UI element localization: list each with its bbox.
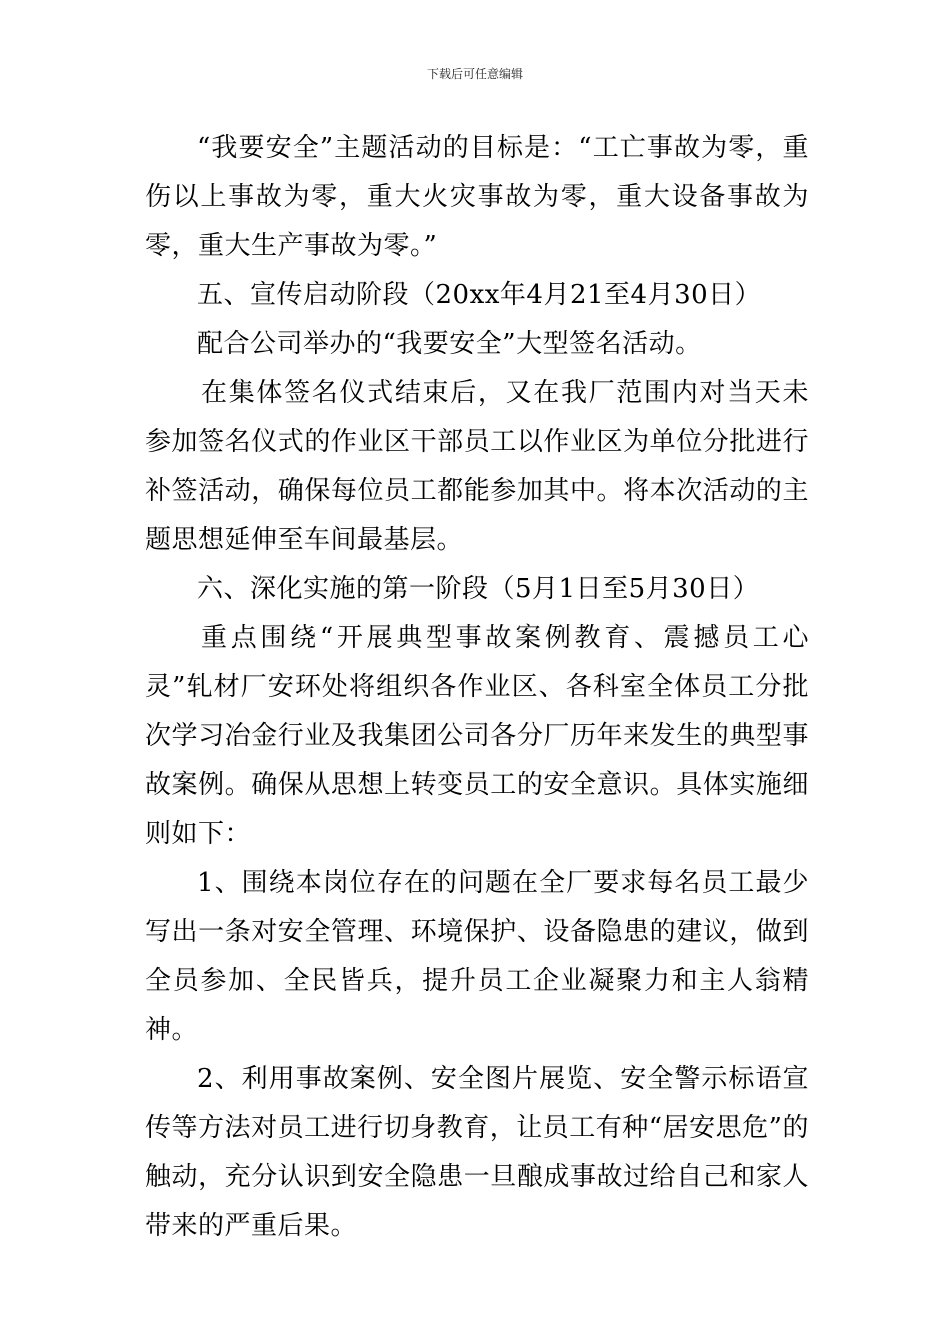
paragraph-supplementary-signing: 在集体签名仪式结束后，又在我厂范围内对当天未参加签名仪式的作业区干部员工以作业区为单位分批进行补签活动，确保每位员工都能参加其中。将本次活动的主题思想延伸至车间最基层。 — [145, 378, 809, 555]
document-body — [145, 124, 809, 1251]
paragraph-item-one: 1、围绕本岗位存在的问题在全厂要求每名员工最少写出一条对安全管理、环境保护、设备隐患的建议，做到全员参加、全民皆兵，提升员工企业凝聚力和主人翁精神。 — [145, 868, 809, 1045]
page-header-note: 下载后可任意编辑 — [426, 67, 523, 81]
paragraph-signature-activity: 配合公司举办的“我要安全”大型签名活动。 — [197, 329, 702, 359]
paragraph-case-education: 重点围绕“开展典型事故案例教育、震撼员工心灵”轧材厂安环处将组织各作业区、各科室全体员工分批次学习冶金行业及我集团公司各分厂历年来发生的典型事故案例。确保从思想上转变员工的安全意识。具体实施细则如下： — [145, 623, 809, 849]
paragraph-activity-goal: “我要安全”主题活动的目标是：“工亡事故为零，重伤以上事故为零，重大火灾事故为零，重大设备事故为零，重大生产事故为零。” — [145, 133, 809, 261]
paragraph-section-five-heading: 五、宣传启动阶段（20xx年4月21至4月30日） — [197, 280, 762, 310]
paragraph-item-two: 2、利用事故案例、安全图片展览、安全警示标语宣传等方法对员工进行切身教育，让员工有种“居安思危”的触动，充分认识到安全隐患一旦酿成事故过给自己和家人带来的严重后果。 — [145, 1064, 809, 1241]
paragraph-section-six-heading: 六、深化实施的第一阶段（5月1日至5月30日） — [197, 574, 760, 604]
